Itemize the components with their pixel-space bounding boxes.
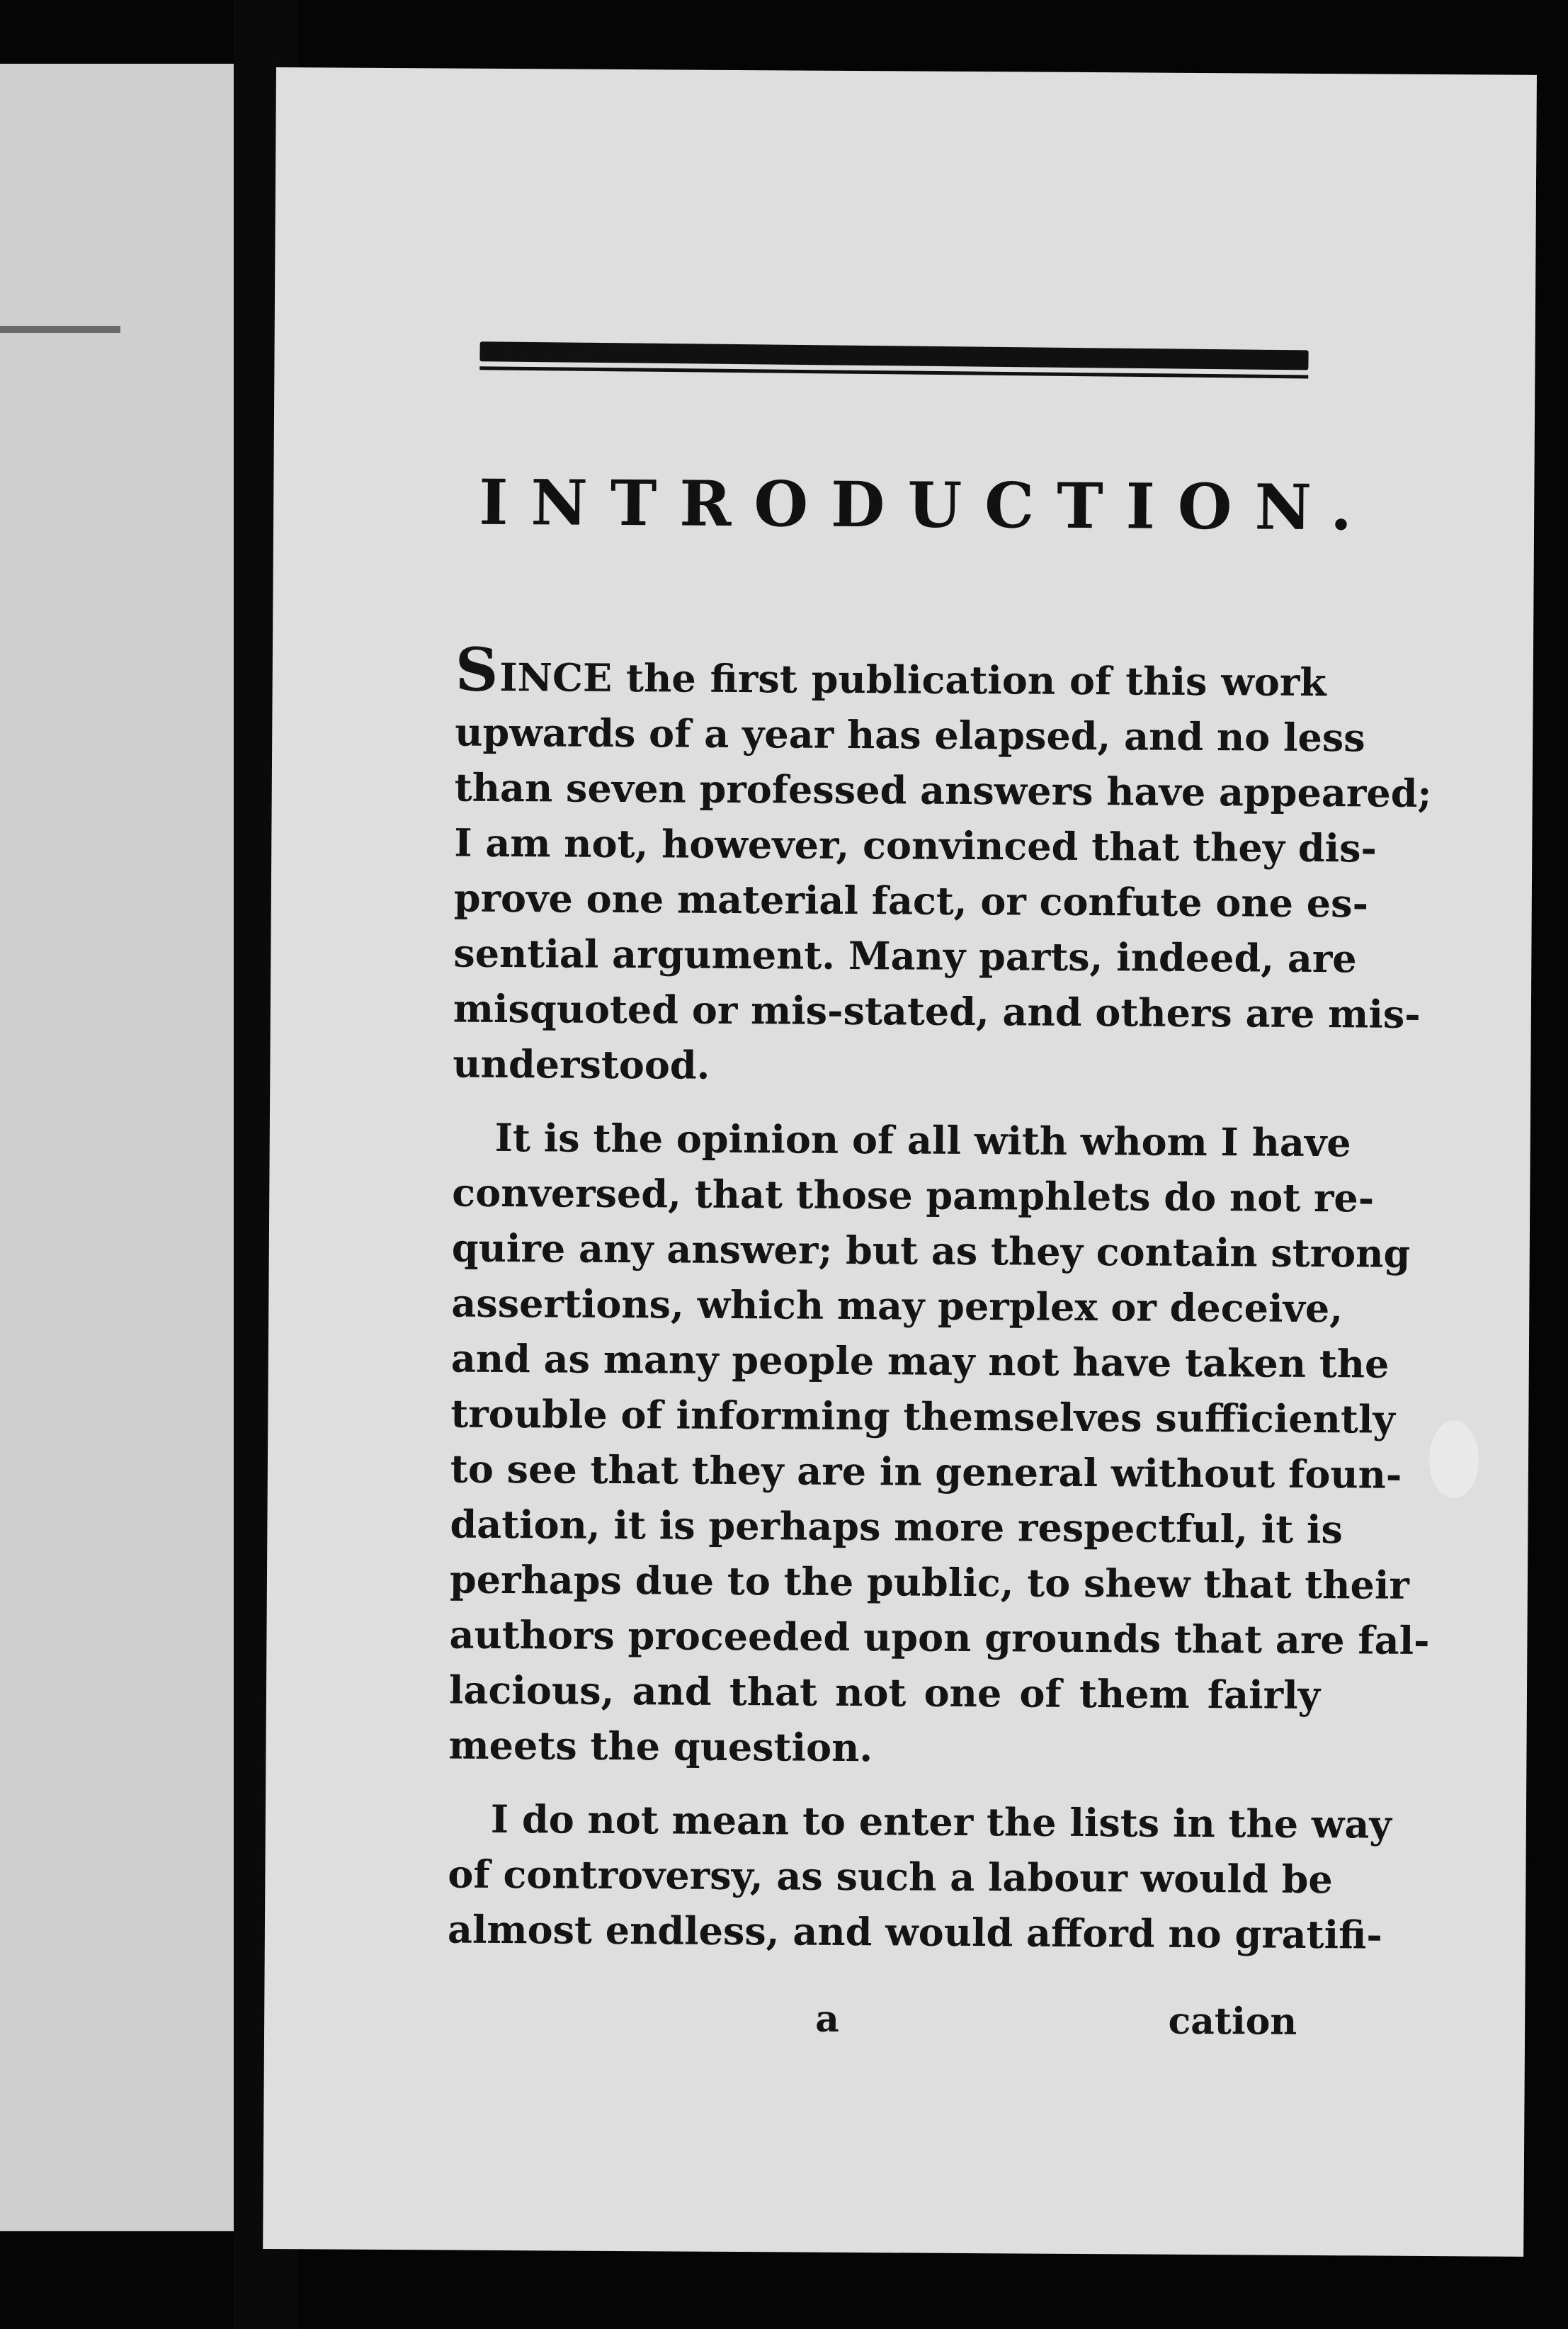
text-line: of controversy, as such a labour would be bbox=[448, 1851, 1333, 1903]
text-line: conversed, that those pamphlets do not re- bbox=[452, 1169, 1375, 1221]
facing-page-rule bbox=[0, 326, 120, 333]
catchword: cation bbox=[1168, 1999, 1297, 2044]
paragraph-3 bbox=[447, 1791, 1392, 1963]
page-title: INTRODUCTION. bbox=[478, 465, 1375, 545]
text-line: I do not mean to enter the lists in the way bbox=[490, 1796, 1392, 1847]
facing-page-edge bbox=[0, 64, 234, 2231]
text-line: assertions, which may perplex or deceive, bbox=[451, 1280, 1343, 1332]
paragraph-1 bbox=[453, 634, 1432, 1097]
text-line: quire any answer; but as they contain strong bbox=[451, 1225, 1411, 1276]
text-line: misquoted or mis-stated, and others are mis- bbox=[453, 985, 1421, 1037]
text-line: authors proceeded upon grounds that are fal- bbox=[449, 1611, 1430, 1663]
text-line: sential argument. Many parts, indeed, are bbox=[453, 930, 1357, 982]
text-line: understood. bbox=[453, 1041, 710, 1088]
line-rest: INCE the first publication of this work bbox=[499, 654, 1326, 706]
book-page bbox=[263, 67, 1537, 2257]
text-line: trouble of informing themselves sufficiently bbox=[450, 1390, 1395, 1442]
paragraph-2 bbox=[448, 1110, 1430, 1778]
text-line: almost endless, and would afford no gratifi- bbox=[447, 1906, 1382, 1958]
drop-cap: S bbox=[455, 634, 500, 705]
body-text bbox=[447, 634, 1432, 1980]
text-line: prove one material fact, or confute one es- bbox=[453, 875, 1369, 926]
page-footer bbox=[447, 1995, 1318, 2044]
text-line: to see that they are in general without foun- bbox=[450, 1446, 1402, 1497]
text-line: than seven professed answers have appeared; bbox=[454, 764, 1432, 816]
text-line: It is the opinion of all with whom I have bbox=[494, 1114, 1351, 1166]
header-rule bbox=[479, 341, 1308, 370]
text-line: and as many people may not have taken the bbox=[450, 1335, 1390, 1387]
text-line: meets the question. bbox=[448, 1722, 873, 1771]
text-line: lacious, and that not one of them fairly bbox=[448, 1667, 1321, 1718]
text-line: I am not, however, convinced that they dis- bbox=[454, 820, 1377, 871]
text-line: dation, it is perhaps more respectful, it is bbox=[450, 1501, 1343, 1553]
paper-stain bbox=[1429, 1420, 1479, 1498]
text-line: perhaps due to the public, to shew that their bbox=[449, 1556, 1410, 1608]
signature-mark: a bbox=[814, 1997, 840, 2041]
text-line: upwards of a year has elapsed, and no less bbox=[455, 709, 1365, 761]
text-line bbox=[455, 634, 1327, 710]
